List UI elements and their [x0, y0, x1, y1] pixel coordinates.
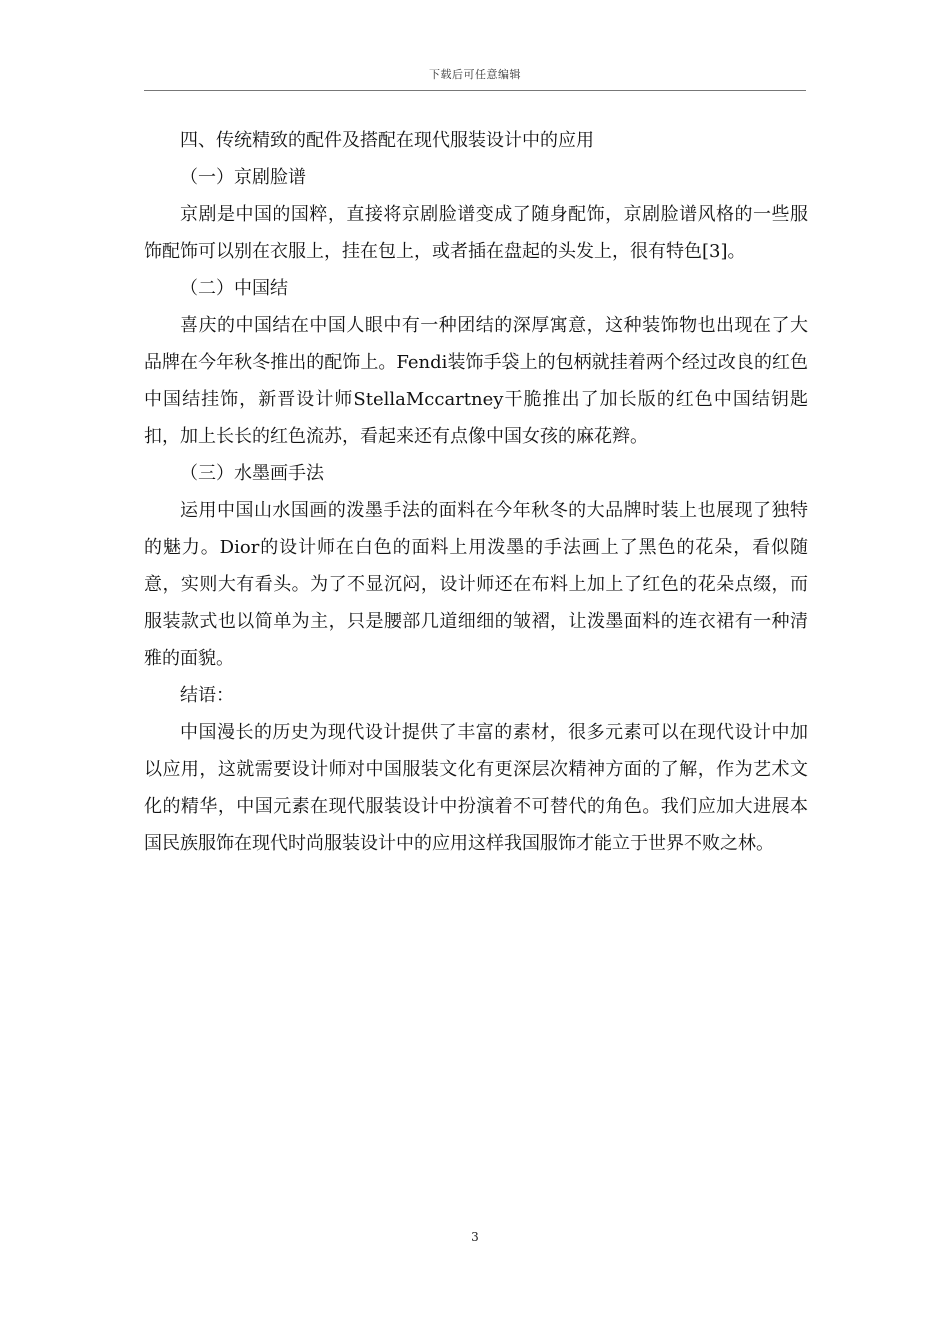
conclusion-heading: 结语： — [180, 685, 234, 706]
paragraph-peking-opera-masks: 京剧是中国的国粹，直接将京剧脸谱变成了随身配饰，京剧脸谱风格的一些服饰配饰可以别在衣服上，挂在包上，或者插在盘起的头发上，很有特色[3]。 — [144, 204, 808, 262]
section-heading-main: 四、传统精致的配件及搭配在现代服装设计中的应用 — [180, 130, 594, 151]
section-heading-ink-painting: （三）水墨画手法 — [180, 463, 324, 484]
paragraph-conclusion: 中国漫长的历史为现代设计提供了丰富的素材，很多元素可以在现代设计中加以应用，这就需要设计师对中国服装文化有更深层次精神方面的了解，作为艺术文化的精华，中国元素在现代服装设计中扮演着不可替代的角色。我们应加大进展本国民族服饰在现代时尚服装设计中的应用这样我国服饰才能立于世界不败之林。 — [144, 722, 808, 854]
section-heading-chinese-knot: （二）中国结 — [180, 278, 288, 299]
section-heading-peking-opera-masks: （一）京剧脸谱 — [180, 167, 306, 188]
document-body — [144, 122, 808, 862]
page-number: 3 — [471, 1230, 479, 1244]
paragraph-ink-painting: 运用中国山水国画的泼墨手法的面料在今年秋冬的大品牌时装上也展现了独特的魅力。Dior的设计师在白色的面料上用泼墨的手法画上了黑色的花朵，看似随意，实则大有看头。为了不显沉闷，设计师还在布料上加上了红色的花朵点缀，而服装款式也以简单为主，只是腰部几道细细的皱褶，让泼墨面料的连衣裙有一种清雅的面貌。 — [144, 500, 808, 669]
header-divider — [144, 90, 806, 91]
page-header: 下载后可任意编辑 — [429, 68, 521, 81]
paragraph-chinese-knot: 喜庆的中国结在中国人眼中有一种团结的深厚寓意，这种装饰物也出现在了大品牌在今年秋冬推出的配饰上。Fendi装饰手袋上的包柄就挂着两个经过改良的红色中国结挂饰，新晋设计师StellaMccartney干脆推出了加长版的红色中国结钥匙扣，加上长长的红色流苏，看起来还有点像中国女孩的麻花辫。 — [144, 315, 808, 447]
